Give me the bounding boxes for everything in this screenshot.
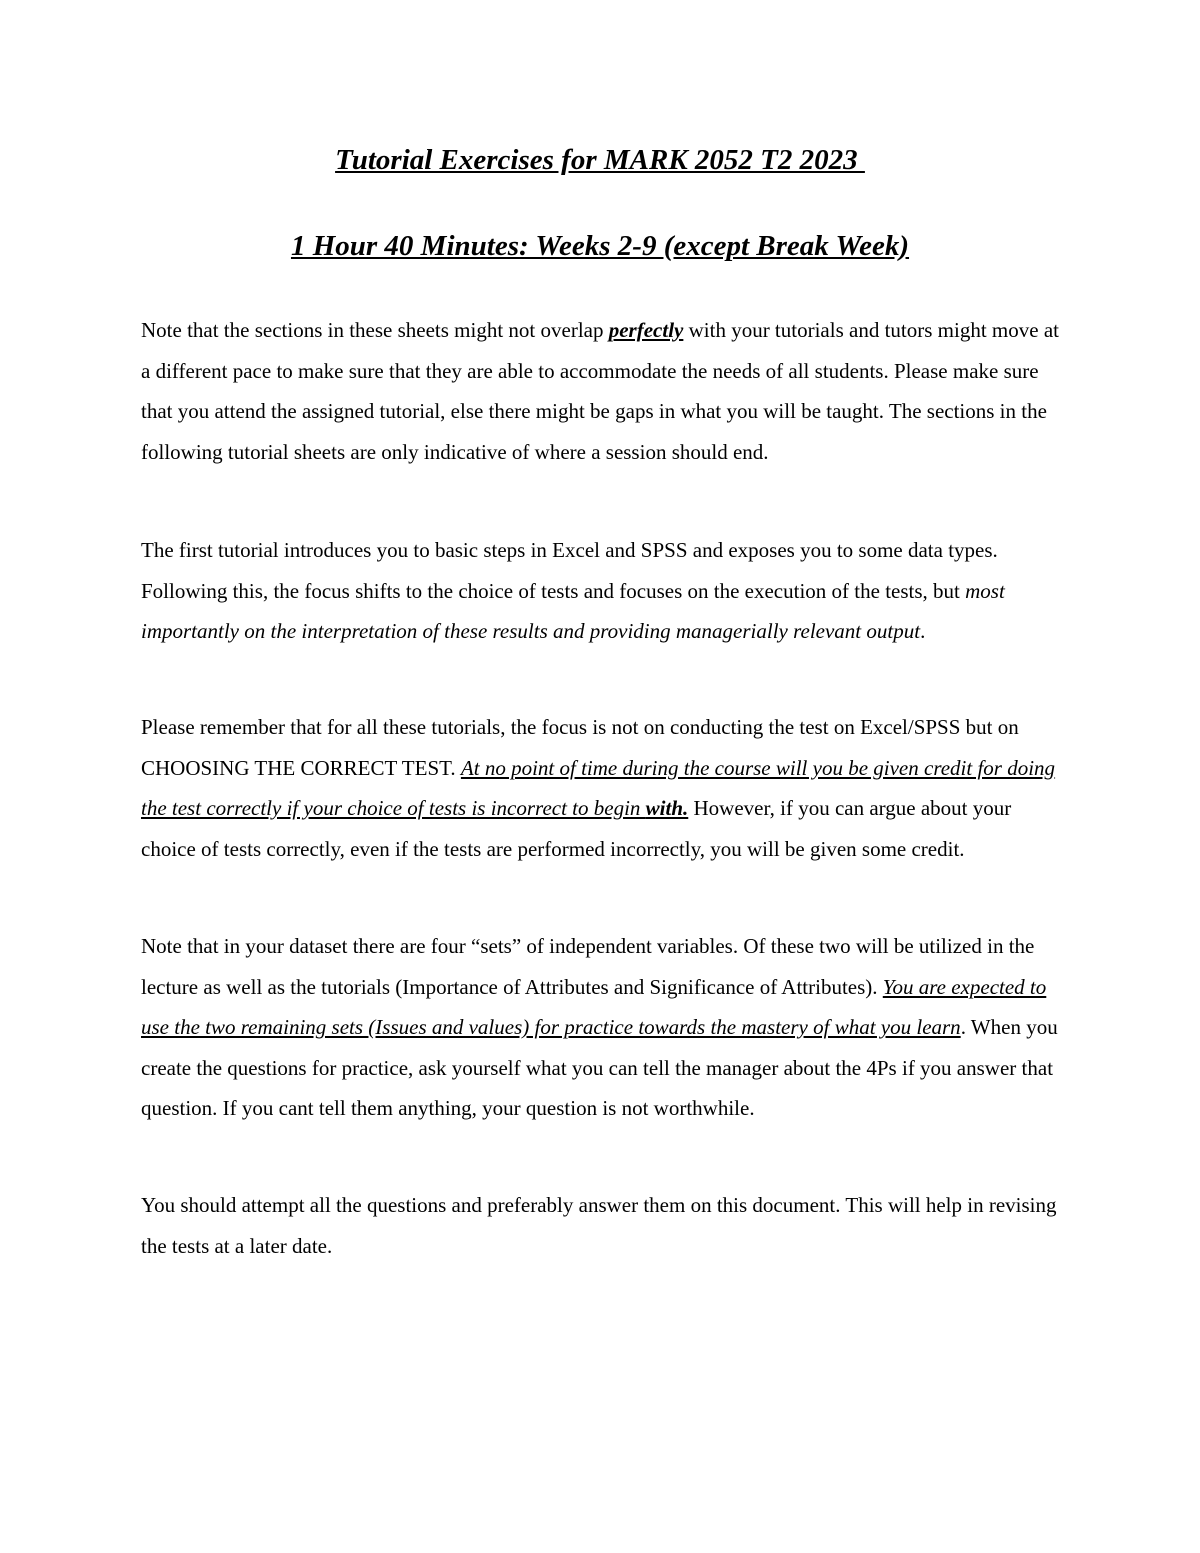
emphasis-text: with. [645,796,689,821]
paragraph-text: . [920,619,926,644]
paragraph-first-tutorial [141,530,1061,652]
paragraph-text: You should attempt all the questions and preferably answer them on this document. This will help in revising the tests at a later date. [141,1193,1057,1258]
emphasis-text: You are expected to use the two remaining sets (Issues and values) for practice towards the mastery of what you learn [141,974,1047,1040]
paragraph-text: The first tutorial introduces you to basic steps in Excel and SPSS and exposes you to some data types. Following this, the focus shifts to the choice of tests and focuses on the execution of the tests, but [141,538,998,603]
document-subtitle: 1 Hour 40 Minutes: Weeks 2-9 (except Break Week) [290,230,910,262]
paragraph-focus-reminder [141,707,1061,869]
emphasis-text: At no point of time during the course will you be given credit for doing the test correctly if your choice of tests is incorrect to begin [141,755,1056,821]
paragraph-text: Note that the sections in these sheets might not overlap [141,318,609,342]
paragraph-text: with your tutorials and tutors might move at a different pace to make sure that they are able to accommodate the needs of all students. Please make sure that you attend the assigned tutorial, else there might be gaps in what you will be taught. The sections in the following tutorial sheets are only indicative of where a session should end. [141,318,1059,464]
paragraph-attempt-all [141,1185,1061,1266]
paragraph-text: Please remember that for all these tutorials, the focus is not on conducting the test on Excel/SPSS but on CHOOSING THE CORRECT TEST. [141,715,1019,780]
paragraph-text: . When you create the questions for practice, ask yourself what you can tell the manager about the 4Ps if you answer that question. If you cant tell them anything, your question is not worthwhile. [141,1015,1058,1121]
paragraph-text: However, if you can argue about your choice of tests correctly, even if the tests are performed incorrectly, you will be given some credit. [141,796,1012,861]
emphasis-text: perfectly [608,318,684,342]
paragraph-sections-note [141,310,1061,472]
document-title: Tutorial Exercises for MARK 2052 T2 2023 [335,144,865,176]
emphasis-text: most importantly on the interpretation of these results and providing managerially relevant output [141,578,1005,644]
paragraph-dataset-note [141,926,1061,1129]
paragraph-text: Note that in your dataset there are four “sets” of independent variables. Of these two will be utilized in the lecture as well as the tutorials (Importance of Attributes and Significance of Attributes). [141,934,1035,999]
